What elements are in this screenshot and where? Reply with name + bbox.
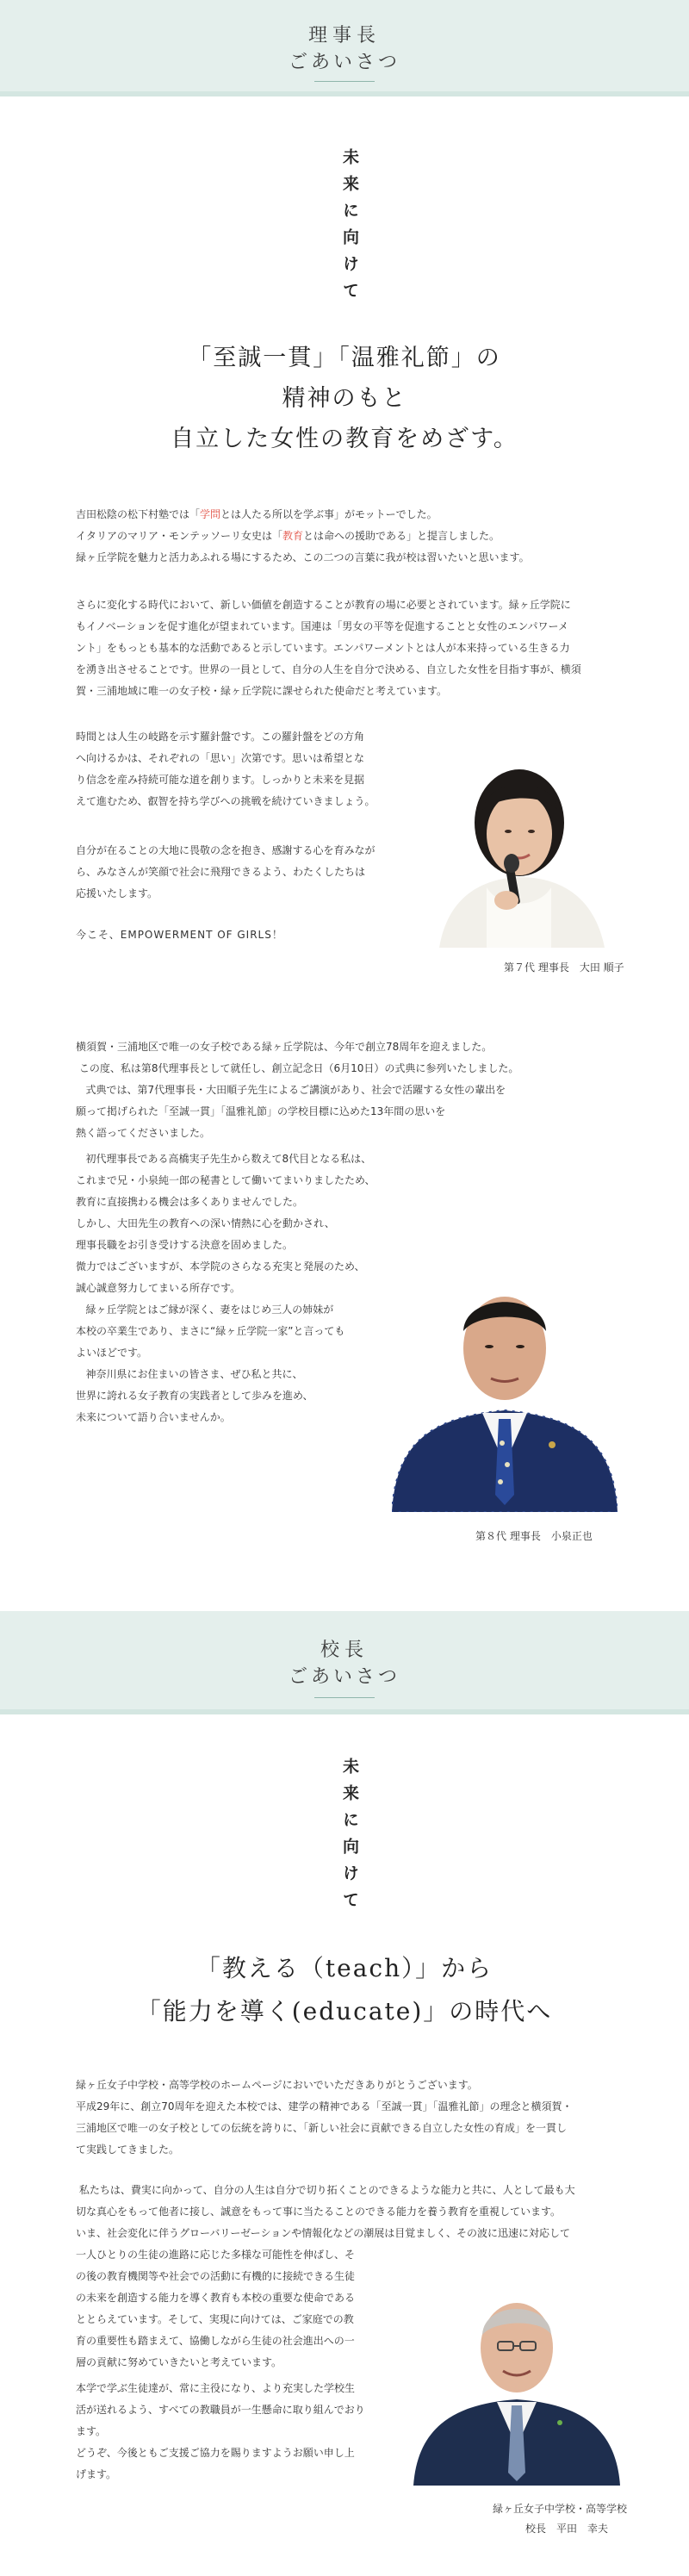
- chairman-greeting-header: [0, 0, 689, 96]
- chairman-8-caption: 第８代 理事長 小泉正也: [475, 1530, 593, 1542]
- principal-caption-name: 校長 平田 幸夫: [525, 2523, 609, 2535]
- chairman-7-caption: 第７代 理事長 大田 順子: [504, 961, 624, 974]
- chairman-8-intro-paragraph: 横須賀・三浦地区で唯一の女子校である緑ヶ丘学院は、今年で創立78周年を迎えました。 この度、私は第8代理事長として就任し、創立記念日（6月10日）の式典に参列いたしました。 式典では、第7代理事長・大田順子先生によるご講演があり、社会で活躍する女性の輩出を 願って掲げられた「至誠一貫」「温雅礼節」の学校目標に込めた13年間の思いを 熱く語ってくださいました。: [76, 1041, 519, 1139]
- chairman-vision-paragraph: さらに変化する時代において、新しい価値を創造することが教育の場に必要とされています。緑ヶ丘学院に もイノベーションを促す進化が望まれています。国連は「男女の平等を促進することと女性のエンパワーメ ント」をもっとも基本的な活動であると示しています。エンパワーメントとは人が本来持っている生きる力 を湧き出させることです。世界の一員として、自分の人生を自分で決める、自立した女性を目指す事が、横須 賀・三浦地域に唯一の女子校・緑ヶ丘学院に課せられた使命だと考えています。: [76, 599, 581, 697]
- chairman-8-photo: [392, 1254, 618, 1512]
- headline-line: 自立した女性の教育をめざす。: [171, 426, 518, 452]
- principal-caption-school: 緑ヶ丘女子中学校・高等学校: [493, 2503, 628, 2515]
- principal-closing-paragraph: 本学で学ぶ生徒達が、常に主役になり、より充実した学校生 活が送れるよう、すべての教職員が一生懸命に取り組んでおり ます。 どうぞ、今後ともご支援ご協力を賜りますようお願い申し上 げます。: [76, 2382, 365, 2480]
- chairman-compass-paragraph: 時間とは人生の岐路を示す羅針盤です。この羅針盤をどの方角 へ向けるかは、それぞれの「思い」次第です。思いは希望とな り信念を産み持続可能な道を創ります。しっかりと未来を見据 えて進むため、叡智を持ち学びへの挑戦を続けていきましょう。: [76, 731, 376, 807]
- chairman-header-title: 理事長: [307, 25, 381, 47]
- chairman-7-photo: [422, 724, 616, 948]
- principal-vertical-heading: 未来に向けて: [340, 1758, 359, 1918]
- chairman-support-paragraph: 自分が在ることの大地に畏敬の念を抱き、感謝する心を育みなが ら、みなさんが笑顔で社会に飛翔できるよう、わたくしたちは 応援いたします。: [76, 844, 376, 899]
- chairman-header-subtitle: ごあいさつ: [288, 52, 400, 73]
- headline-line: 「能力を導く(educate)」の時代へ: [136, 1997, 553, 2025]
- highlight-kyoiku: 教育: [282, 530, 304, 542]
- principal-headline: [0, 1947, 689, 2033]
- header-divider: [314, 81, 375, 82]
- highlight-gakumon: 学問: [200, 508, 221, 520]
- chairman-slogan: 今こそ、EMPOWERMENT OF GIRLS！: [76, 929, 283, 941]
- principal-education-paragraph: 私たちは、費実に向かって、自分の人生は自分で切り拓くことのできるような能力と共に、人として最も大 切な真心をもって他者に接し、誠意をもって事に当たることのできる能力を養う教育を重視しています。 いま、社会変化に伴うグローバリーゼーションや情報化などの潮展は目覚ましく、その波に迅速に対応して 一人ひとりの生徒の進路に応じた多様な可能性を伸ばし、そ の後の教育機関等や社会での活動に有機的に接続できる生徒 の未来を創造する能力を導く教育も本校の重要な使命である ととらえています。そして、実現に向けては、ご家庭での教 育の重要性も踏まえて、協働しながら生徒の社会進出への一 層の貢献に努めていきたいと考えています。: [76, 2184, 575, 2368]
- principal-photo: [413, 2274, 620, 2486]
- headline-line: 精神のもと: [282, 385, 407, 412]
- chairman-intro-paragraph: 吉田松陰の松下村塾では「学問とは人たる所以を学ぶ事」がモットーでした。 イタリアのマリア・モンテッソーリ女史は「教育とは命への援助である」と提言しました。 緑ヶ丘学院を魅力と活力あふれる場にするため、この二つの言葉に我が校は習いたいと思います。: [76, 508, 530, 563]
- principal-intro-paragraph: 緑ヶ丘女子中学校・高等学校のホームページにおいでいただきありがとうございます。 平成29年に、創立70周年を迎えた本校では、建学の精神である「至誠一貫」「温雅礼節」の理念と横須賀・ 三浦地区で唯一の女子校としての伝統を誇りに、「新しい社会に貢献できる自立した女性の育成」を一貫し て実践してきました。: [76, 2079, 573, 2156]
- header-divider: [314, 1697, 375, 1698]
- principal-greeting-header: [0, 1611, 689, 1714]
- principal-header-subtitle: ごあいさつ: [288, 1666, 400, 1688]
- headline-line: 「教える（teach）」から: [196, 1954, 493, 1982]
- chairman-8-message-paragraph: 初代理事長である高橋実子先生から数えて8代目となる私は、 これまで兄・小泉純一郎の秘書として働いてまいりましたため、 教育に直接携わる機会は多くありませんでした。 しかし、大田先生の教育への深い情熱に心を動かされ、 理事長職をお引き受けする決意を固めました。 微力ではございますが、本学院のさらなる充実と発展のため、 誠心誠意努力してまいる所存です。 緑ヶ丘学院とはご縁が深く、妻をはじめ三人の姉妹が 本校の卒業生であり、まさに“緑ヶ丘学院一家”と言っても よいほどです。 神奈川県にお住まいの皆さま、ぜひ私と共に、 世界に誇れる女子教育の実践者として歩みを進め、 未来について語り合いませんか。: [76, 1153, 376, 1423]
- chairman-vertical-heading: 未来に向けて: [340, 148, 359, 308]
- headline-line: 「至誠一貫」「温雅礼節」の: [188, 345, 501, 371]
- chairman-headline: [0, 338, 689, 459]
- principal-header-title: 校長: [320, 1640, 369, 1661]
